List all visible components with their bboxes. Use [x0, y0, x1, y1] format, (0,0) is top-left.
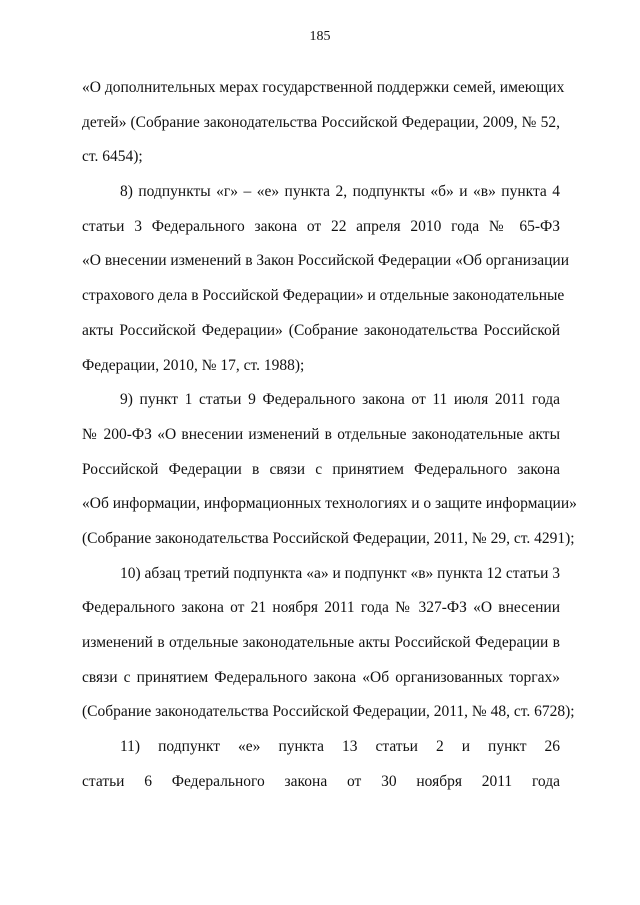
text-line: Федерального закона от 21 ноября 2011 года № 327-ФЗ «О внесении: [82, 599, 560, 617]
text-line: статьи 3 Федерального закона от 22 апреля 2010 года № 65-ФЗ: [82, 217, 560, 235]
text-line: «Об информации, информационных технологиях и о защите информации»: [82, 495, 577, 513]
text-line: (Собрание законодательства Российской Федерации, 2011, № 29, ст. 4291);: [82, 529, 575, 547]
text-line: 8) подпункты «г» – «е» пункта 2, подпункты «б» и «в» пункта 4: [120, 183, 560, 201]
text-line: «О дополнительных мерах государственной поддержки семей, имеющих: [82, 79, 565, 96]
text-line: статьи 6 Федерального закона от 30 ноября 2011 года: [82, 772, 560, 790]
text-line: страхового дела в Российской Федерации» и отдельные законодательные: [82, 287, 565, 305]
document-body: [82, 71, 577, 799]
text-line: «О внесении изменений в Закон Российской Федерации «Об организации: [82, 252, 569, 270]
text-line: изменений в отдельные законодательные акты Российской Федерации в: [82, 634, 560, 651]
text-line: Федерации, 2010, № 17, ст. 1988);: [82, 356, 305, 374]
text-line: Российской Федерации в связи с принятием Федерального закона: [82, 460, 560, 478]
text-line: (Собрание законодательства Российской Федерации, 2011, № 48, ст. 6728);: [82, 703, 575, 721]
text-line: 10) абзац третий подпункта «а» и подпункт «в» пункта 12 статьи 3: [120, 564, 560, 582]
text-line: связи с принятием Федерального закона «Об организованных торгах»: [82, 668, 560, 686]
text-line: № 200-ФЗ «О внесении изменений в отдельные законодательные акты: [82, 425, 560, 443]
page-number: 185: [309, 29, 331, 44]
text-line: 9) пункт 1 статьи 9 Федерального закона от 11 июля 2011 года: [120, 391, 560, 409]
text-line: ст. 6454);: [82, 148, 143, 166]
text-line: 11) подпункт «е» пункта 13 статьи 2 и пункт 26: [120, 738, 560, 756]
text-line: детей» (Собрание законодательства Российской Федерации, 2009, № 52,: [82, 113, 560, 131]
text-line: акты Российской Федерации» (Собрание законодательства Российской: [82, 321, 560, 339]
